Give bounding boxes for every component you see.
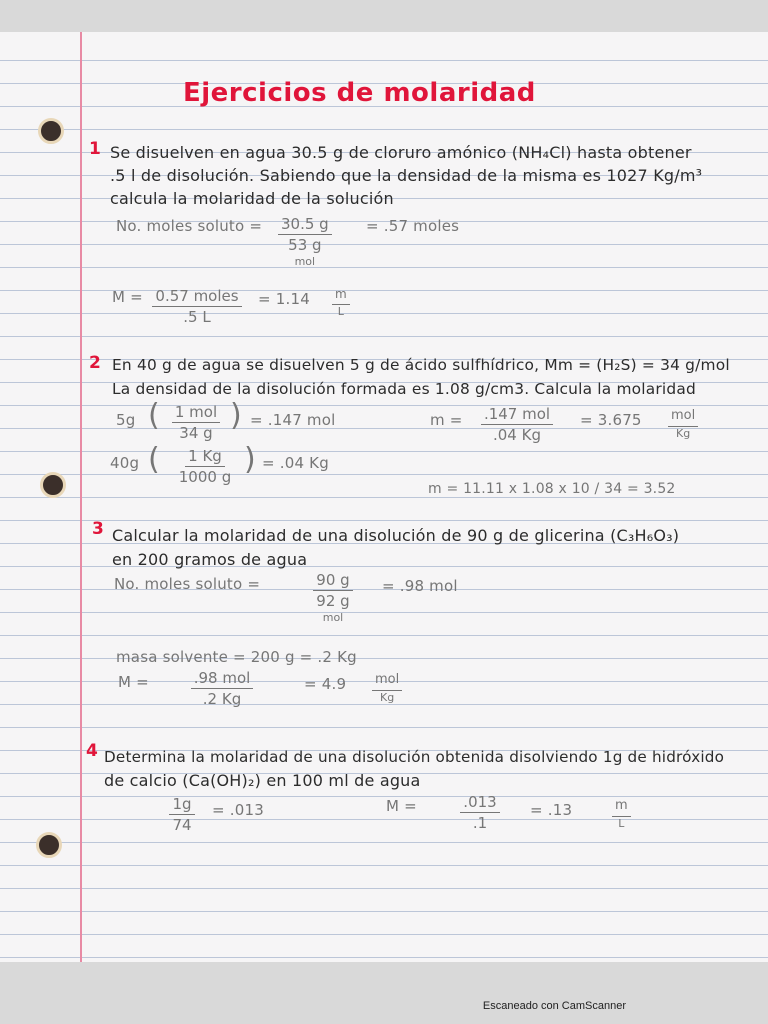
p4-m-result: = .13: [530, 801, 573, 819]
p4-a-result: = .013: [212, 801, 264, 819]
p4-m-numerator: .013: [460, 792, 499, 813]
p2-a-denominator: 34 g: [179, 424, 213, 442]
p3-m-unit-denominator: Kg: [380, 691, 395, 704]
p3-moles-fraction: [306, 570, 360, 625]
p2-b-close-paren: ): [244, 442, 256, 477]
p2-b-fraction: [170, 446, 240, 487]
p2-m-numerator: .147 mol: [481, 404, 553, 425]
p2-a-open-paren: (: [148, 398, 160, 433]
p4-a-denominator: 74: [172, 816, 192, 834]
p2-m-unit-denominator: Kg: [676, 427, 691, 440]
problem-2-number: 2: [89, 353, 102, 373]
p2-m-denominator: .04 Kg: [493, 426, 541, 444]
p1-m-result: = 1.14: [258, 290, 310, 308]
problem-1-statement-line-3: calcula la molaridad de la solución: [110, 189, 394, 208]
p2-a-fraction: [166, 402, 226, 443]
p1-m-label: M =: [112, 288, 143, 306]
p3-m-result: = 4.9: [304, 675, 347, 693]
margin-line: [80, 32, 82, 962]
p1-m-unit-numerator: m: [332, 284, 350, 305]
problem-4-number: 4: [86, 741, 99, 761]
p1-m-fraction: [142, 286, 252, 327]
p4-m-fraction: [444, 792, 516, 833]
p3-moles-numerator: 90 g: [313, 570, 352, 591]
page-title: Ejercicios de molaridad: [183, 78, 536, 108]
p2-final: m = 11.11 x 1.08 x 10 / 34 = 3.52: [428, 481, 676, 497]
p3-m-fraction: [166, 668, 278, 709]
p4-m-unit: [612, 796, 631, 831]
p1-moles-label: No. moles soluto =: [116, 217, 263, 235]
p1-m-unit-denominator: L: [337, 305, 344, 318]
p4-m-label: M =: [386, 797, 417, 815]
p4-a-numerator: 1g: [169, 794, 194, 815]
p2-a-numerator: 1 mol: [172, 402, 220, 423]
p2-m-result: = 3.675: [580, 411, 642, 429]
p1-m-unit: [332, 284, 350, 319]
p3-m-numerator: .98 mol: [191, 668, 254, 689]
p2-a-lead: 5g: [116, 411, 136, 429]
problem-4-statement-line-1: Determina la molaridad de una disolución obtenida disolviendo 1g de hidróxido: [104, 748, 725, 766]
binder-hole-middle: [40, 472, 66, 498]
p3-moles-result: = .98 mol: [382, 577, 458, 595]
notebook-page: [0, 32, 768, 962]
p3-masa-solvente: masa solvente = 200 g = .2 Kg: [116, 648, 357, 666]
p2-b-open-paren: (: [148, 442, 160, 477]
problem-3-statement-line-2: en 200 gramos de agua: [112, 550, 308, 569]
problem-1-statement-line-1: Se disuelven en agua 30.5 g de cloruro amónico (NH₄Cl) hasta obtener: [110, 143, 692, 162]
problem-2-statement-line-2: La densidad de la disolución formada es 1.08 g/cm3. Calcula la molaridad: [112, 380, 696, 398]
p3-m-denominator: .2 Kg: [202, 690, 242, 708]
binder-hole-bottom: [36, 832, 62, 858]
p2-a-close-paren: ): [230, 398, 242, 433]
p3-m-label: M =: [118, 673, 149, 691]
p2-m-unit: [668, 406, 698, 441]
p1-moles-result: = .57 moles: [366, 217, 460, 235]
p2-m-unit-numerator: mol: [668, 406, 698, 427]
problem-2-statement-line-1: En 40 g de agua se disuelven 5 g de ácido sulfhídrico, Mm = (H₂S) = 34 g/mol: [112, 356, 730, 374]
p2-m-label: m =: [430, 411, 463, 429]
p4-m-unit-numerator: m: [612, 796, 631, 817]
problem-3-statement-line-1: Calcular la molaridad de una disolución de 90 g de glicerina (C₃H₆O₃): [112, 526, 680, 545]
p3-moles-denominator-unit: mol: [322, 611, 344, 624]
p3-m-unit: [372, 670, 402, 705]
p2-a-result: = .147 mol: [250, 411, 336, 429]
p1-moles-denominator: 53 g: [288, 236, 322, 254]
p2-b-lead: 40g: [110, 454, 140, 472]
problem-3-number: 3: [92, 519, 105, 539]
p4-m-unit-denominator: L: [618, 817, 625, 830]
p1-moles-denominator-unit: mol: [294, 255, 316, 268]
p3-m-unit-numerator: mol: [372, 670, 402, 691]
binder-hole-top: [38, 118, 64, 144]
p3-moles-label: No. moles soluto =: [114, 575, 261, 593]
p4-a-fraction: [160, 794, 204, 835]
p2-b-numerator: 1 Kg: [185, 446, 225, 467]
p2-m-fraction: [472, 404, 562, 445]
p2-b-result: = .04 Kg: [262, 454, 329, 472]
problem-1-statement-line-2: .5 l de disolución. Sabiendo que la densidad de la misma es 1027 Kg/m³: [110, 166, 703, 185]
p1-m-denominator: .5 L: [183, 308, 211, 326]
p1-m-numerator: 0.57 moles: [152, 286, 241, 307]
p3-moles-denominator: 92 g: [316, 592, 350, 610]
problem-1-number: 1: [89, 139, 102, 159]
p4-m-denominator: .1: [472, 814, 488, 832]
scanner-watermark: Escaneado con CamScanner: [482, 1000, 626, 1012]
p1-moles-fraction: [278, 214, 332, 269]
p2-b-denominator: 1000 g: [178, 468, 232, 486]
p1-moles-numerator: 30.5 g: [278, 214, 332, 235]
problem-4-statement-line-2: de calcio (Ca(OH)₂) en 100 ml de agua: [104, 771, 421, 790]
